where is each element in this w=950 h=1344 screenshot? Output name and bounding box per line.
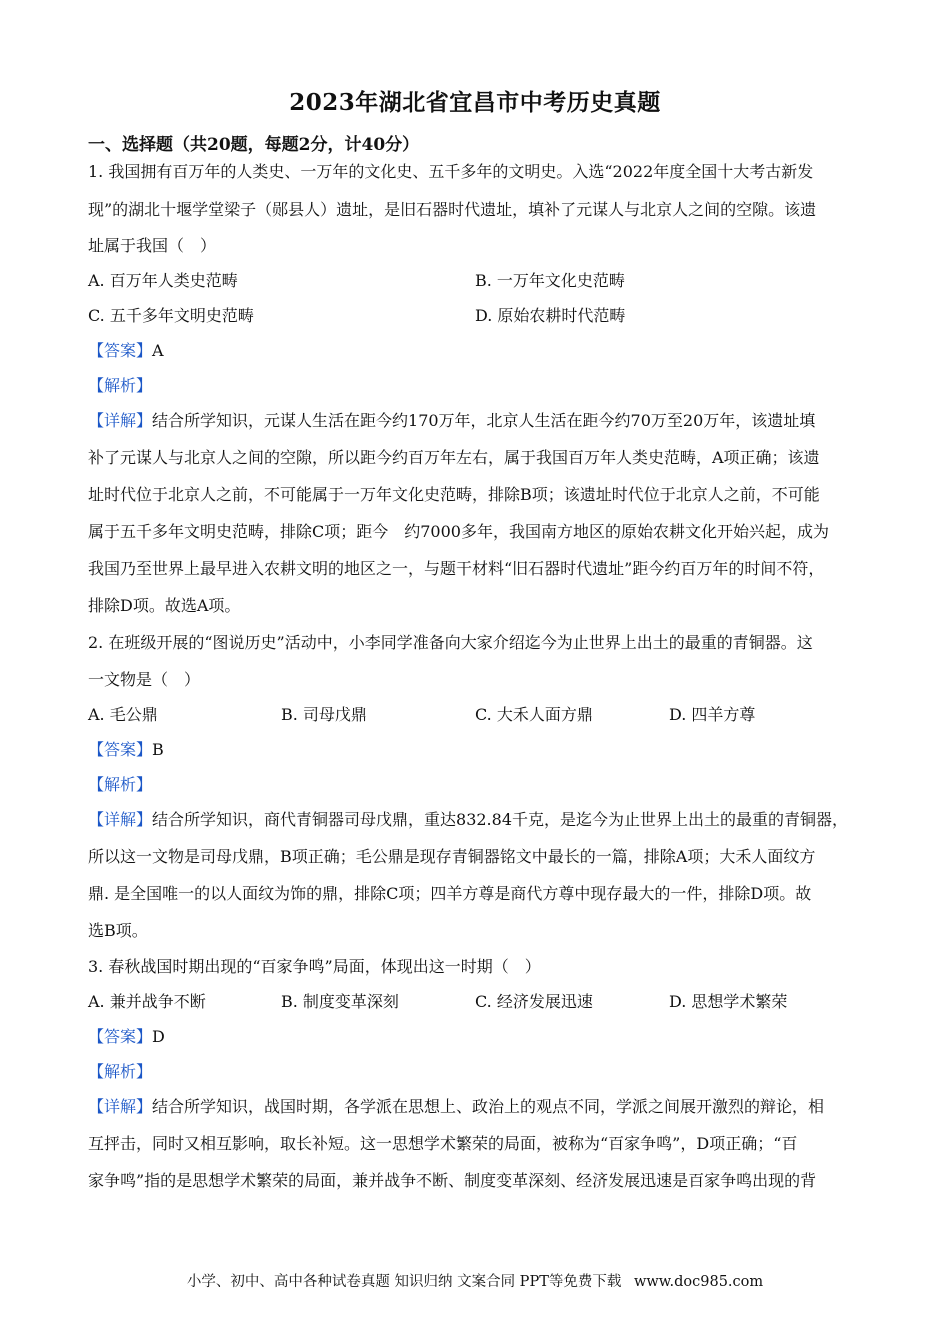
q2-option-a: A. 毛公鼎 xyxy=(88,705,158,724)
q2-stem-line: 2. 在班级开展的“图说历史”活动中，小李同学准备向大家介绍迄今为止世界上出土的最重的青铜器。这 xyxy=(88,633,813,652)
answer-tag: 【答案】 xyxy=(88,341,153,360)
q1-detail-line xyxy=(88,411,815,431)
q2-detail-line: 选B项。 xyxy=(88,921,148,940)
section-heading: 一、选择题（共20题，每题2分，计40分） xyxy=(88,135,420,155)
q2-detail-line: 所以这一文物是司母戊鼎，B项正确；毛公鼎是现存青铜器铭文中最长的一篇，排除A项；大禾人面纹方 xyxy=(88,847,816,866)
answer-tag: 【答案】 xyxy=(88,740,153,759)
q2-option-c: C. 大禾人面方鼎 xyxy=(475,705,593,724)
q1-detail-line: 排除D项。故选A项。 xyxy=(88,596,241,615)
q3-option-b: B. 制度变革深刻 xyxy=(281,992,399,1011)
q3-answer xyxy=(88,1027,165,1047)
q3-detail-line xyxy=(88,1097,824,1117)
q2-stem-line: 一文物是（ ） xyxy=(88,670,201,689)
q3-option-c: C. 经济发展迅速 xyxy=(475,992,593,1011)
detail-text: 结合所学知识，战国时期，各学派在思想上、政治上的观点不同，学派之间展开激烈的辩论，相 xyxy=(152,1097,825,1116)
q2-option-b: B. 司母戊鼎 xyxy=(281,705,367,724)
q1-analysis-tag: 【解析】 xyxy=(88,376,153,395)
answer-tag: 【答案】 xyxy=(88,1027,153,1046)
q1-detail-line: 属于五千多年文明史范畴，排除C项；距今 约7000多年，我国南方地区的原始农耕文化开始兴起，成为 xyxy=(88,522,829,541)
detail-text: 结合所学知识，商代青铜器司母戊鼎，重达832.84千克，是迄今为止世界上出土的最重的青铜器， xyxy=(152,810,849,829)
q1-stem-line: 1. 我国拥有百万年的人类史、一万年的文化史、五千多年的文明史。入选“2022年度全国十大考古新发 xyxy=(88,162,814,181)
q1-detail-line: 我国乃至世界上最早进入农耕文明的地区之一，与题干材料“旧石器时代遗址”距今约百万年的时间不符， xyxy=(88,559,825,578)
q3-option-d: D. 思想学术繁荣 xyxy=(669,992,788,1011)
q1-detail-line: 补了元谋人与北京人之间的空隙，所以距今约百万年左右，属于我国百万年人类史范畴，A项正确；该遗 xyxy=(88,448,820,467)
q1-option-b: B. 一万年文化史范畴 xyxy=(475,271,625,290)
detail-tag: 【详解】 xyxy=(88,411,153,430)
page-footer xyxy=(0,1270,950,1291)
detail-text: 结合所学知识，元谋人生活在距今约170万年，北京人生活在距今约70万至20万年，该遗址填 xyxy=(152,411,816,430)
q1-option-a: A. 百万年人类史范畴 xyxy=(88,271,238,290)
q2-analysis-tag: 【解析】 xyxy=(88,775,153,794)
answer-value: D xyxy=(152,1027,165,1046)
detail-tag: 【详解】 xyxy=(88,1097,153,1116)
q1-option-c: C. 五千多年文明史范畴 xyxy=(88,306,254,325)
q3-stem-line: 3. 春秋战国时期出现的“百家争鸣”局面，体现出这一时期（ ） xyxy=(88,957,541,976)
answer-value: B xyxy=(152,740,164,759)
q3-detail-line: 家争鸣”指的是思想学术繁荣的局面，兼并战争不断、制度变革深刻、经济发展迅速是百家争鸣出现的背 xyxy=(88,1171,817,1190)
answer-value: A xyxy=(152,341,164,360)
page-title: 2023年湖北省宜昌市中考历史真题 xyxy=(289,89,661,116)
footer-link[interactable]: www.doc985.com xyxy=(633,1274,764,1290)
q1-detail-line: 址时代位于北京人之前，不可能属于一万年文化史范畴，排除B项；该遗址时代位于北京人之前，不可能 xyxy=(88,485,820,504)
q3-analysis-tag: 【解析】 xyxy=(88,1062,153,1081)
q3-option-a: A. 兼并战争不断 xyxy=(88,992,206,1011)
q2-answer xyxy=(88,740,164,760)
q1-answer xyxy=(88,341,164,361)
detail-tag: 【详解】 xyxy=(88,810,153,829)
q2-option-d: D. 四羊方尊 xyxy=(669,705,756,724)
q1-stem-line: 址属于我国（ ） xyxy=(88,236,217,255)
q1-option-d: D. 原始农耕时代范畴 xyxy=(475,306,626,325)
q2-detail-line: 鼎. 是全国唯一的以人面纹为饰的鼎，排除C项；四羊方尊是商代方尊中现存最大的一件，排除D项。故 xyxy=(88,884,812,903)
q1-stem-line: 现”的湖北十堰学堂梁子（郧县人）遗址，是旧石器时代遗址，填补了元谋人与北京人之间的空隙。该遗 xyxy=(88,200,817,219)
footer-text: 小学、初中、高中各种试卷真题 知识归纳 文案合同 PPT等免费下载 xyxy=(186,1274,622,1290)
q3-detail-line: 互抨击，同时又相互影响，取长补短。这一思想学术繁荣的局面，被称为“百家争鸣”，D项正确；“百 xyxy=(88,1134,798,1153)
q2-detail-line xyxy=(88,810,848,830)
